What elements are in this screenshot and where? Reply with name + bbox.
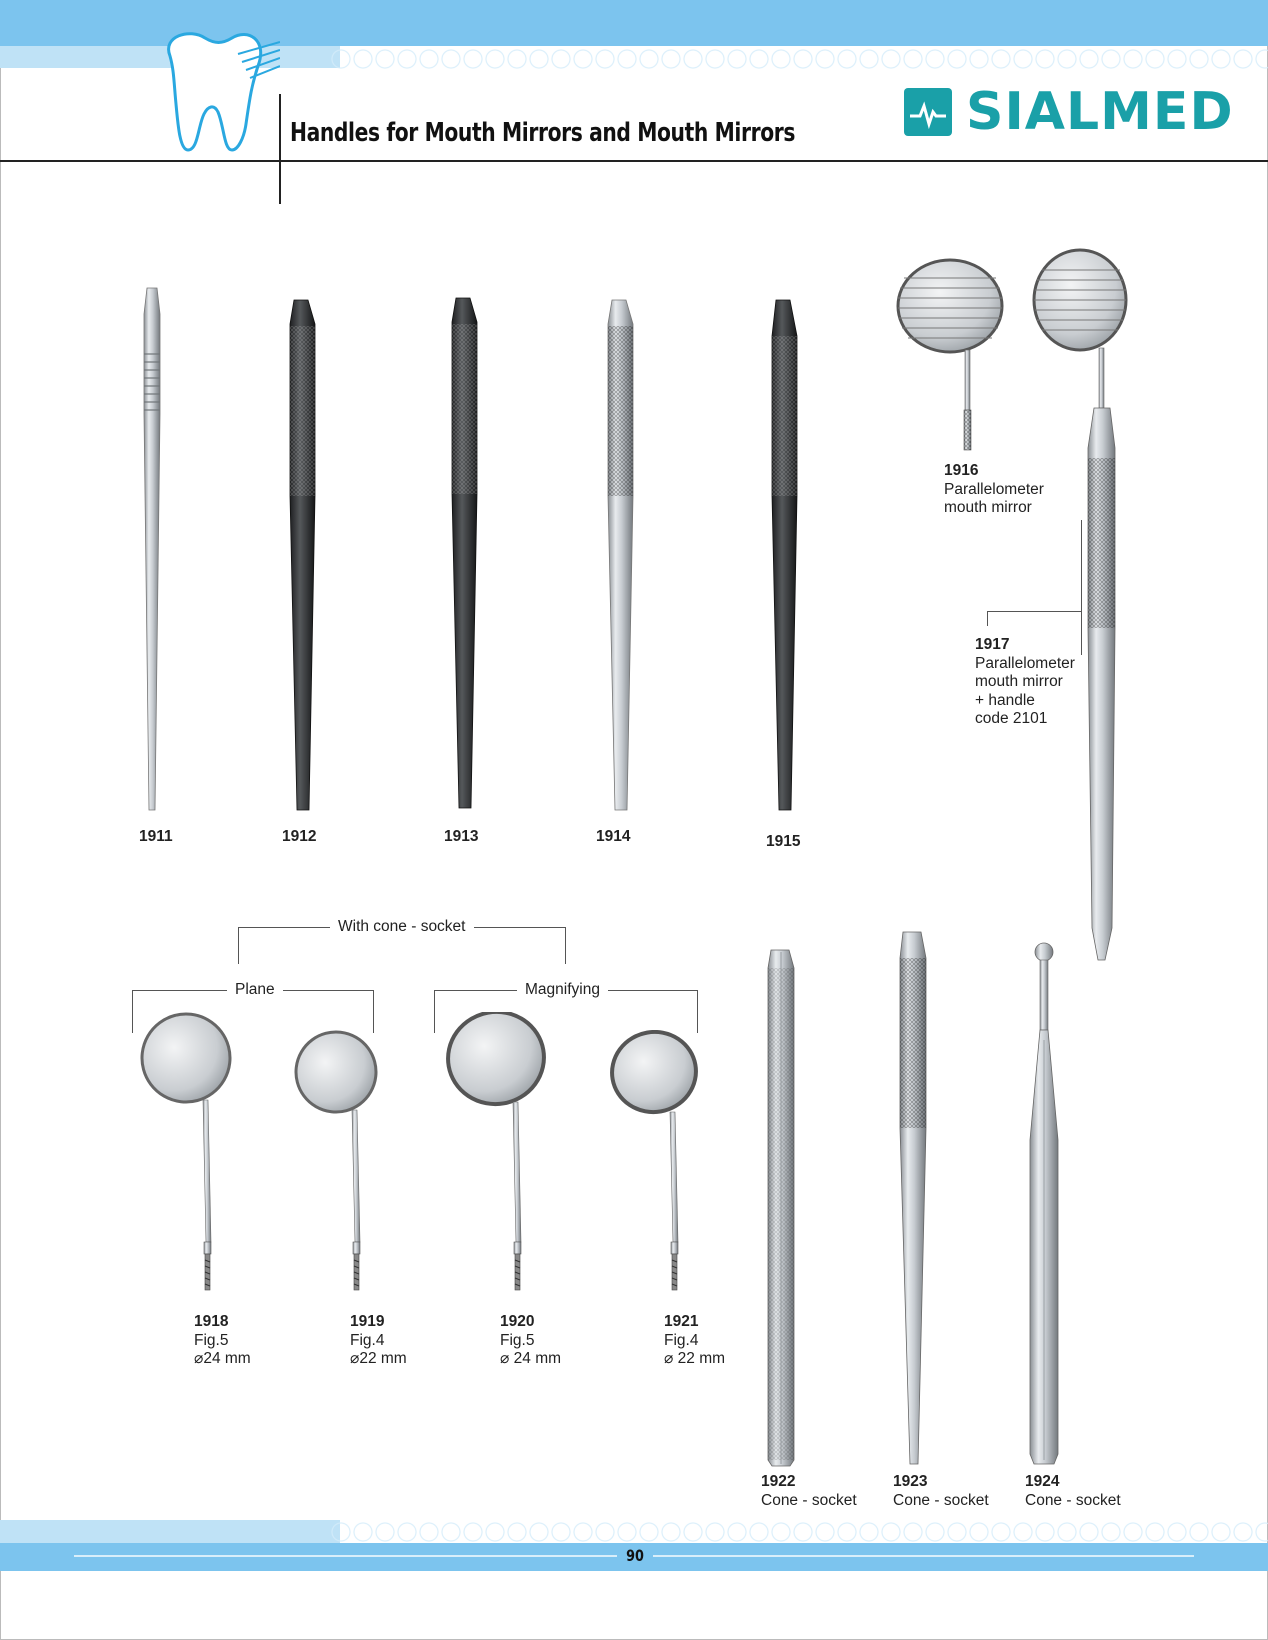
- brand-logo-icon: [904, 88, 952, 136]
- handle-1915-image: [764, 296, 804, 816]
- diameter-icon: ⌀: [664, 1350, 678, 1367]
- diameter-icon: ⌀: [500, 1350, 514, 1367]
- handle-1922-image: [762, 946, 802, 1470]
- handle-1924-image: [1024, 940, 1068, 1470]
- footer-ring-pattern: [330, 1521, 1268, 1543]
- handle-1912-label: 1912: [282, 828, 317, 845]
- page-title: Handles for Mouth Mirrors and Mouth Mirrors: [290, 118, 796, 148]
- mirror-1916-label: 1916 Parallelometer mouth mirror: [944, 462, 1044, 516]
- mirror-1921-label: 1921 Fig.4 ⌀ 22 mm: [664, 1313, 726, 1367]
- handle-1911-label: 1911: [139, 828, 173, 845]
- handle-1922-label: 1922 Cone - socket: [761, 1473, 857, 1509]
- brand-name: SIALMED: [966, 82, 1234, 142]
- handle-1914-label: 1914: [596, 828, 631, 845]
- diameter-icon: ⌀: [194, 1350, 204, 1367]
- handle-1913-image: [444, 294, 484, 814]
- handle-1911-image: [132, 284, 172, 814]
- mirror-1920-label: 1920 Fig.5 ⌀ 24 mm: [500, 1313, 562, 1367]
- handle-1924-label: 1924 Cone - socket: [1025, 1473, 1121, 1509]
- mirror-1921-image: [608, 1030, 704, 1302]
- handle-1923-label: 1923 Cone - socket: [893, 1473, 989, 1509]
- page-number: 90: [626, 1546, 644, 1565]
- mirror-1918-label: 1918 Fig.5 ⌀24 mm: [194, 1313, 251, 1367]
- footer-band-light: [0, 1520, 340, 1544]
- group-label-cone-socket: With cone - socket: [330, 918, 474, 936]
- parallelometer-mirror-1916-image: [892, 256, 1012, 456]
- header-vertical-rule: [279, 94, 281, 204]
- header-rule: [0, 160, 1268, 162]
- mirror-1920-image: [444, 1012, 554, 1302]
- mirror-1918-image: [138, 1012, 238, 1302]
- handle-1912-image: [282, 296, 322, 816]
- leader-1917-horizontal: [987, 611, 1082, 612]
- tooth-icon: [160, 26, 280, 156]
- handle-1914-image: [600, 296, 640, 816]
- handle-1923-image: [894, 928, 934, 1470]
- group-label-magnifying: Magnifying: [517, 981, 608, 999]
- mirror-1919-image: [292, 1030, 382, 1302]
- group-label-plane: Plane: [227, 981, 283, 999]
- handle-1915-label: 1915: [766, 833, 801, 850]
- mirror-1917-label: 1917 Parallelometer mouth mirror + handle code 2101: [975, 636, 1075, 727]
- mirror-1919-label: 1919 Fig.4 ⌀22 mm: [350, 1313, 407, 1367]
- handle-1913-label: 1913: [444, 828, 479, 845]
- parallelometer-mirror-1917-image: [1028, 248, 1138, 968]
- diameter-icon: ⌀: [350, 1350, 360, 1367]
- leader-1917-vertical: [1081, 520, 1082, 655]
- header-ring-pattern: [330, 48, 1268, 70]
- leader-1917-tick: [987, 611, 988, 626]
